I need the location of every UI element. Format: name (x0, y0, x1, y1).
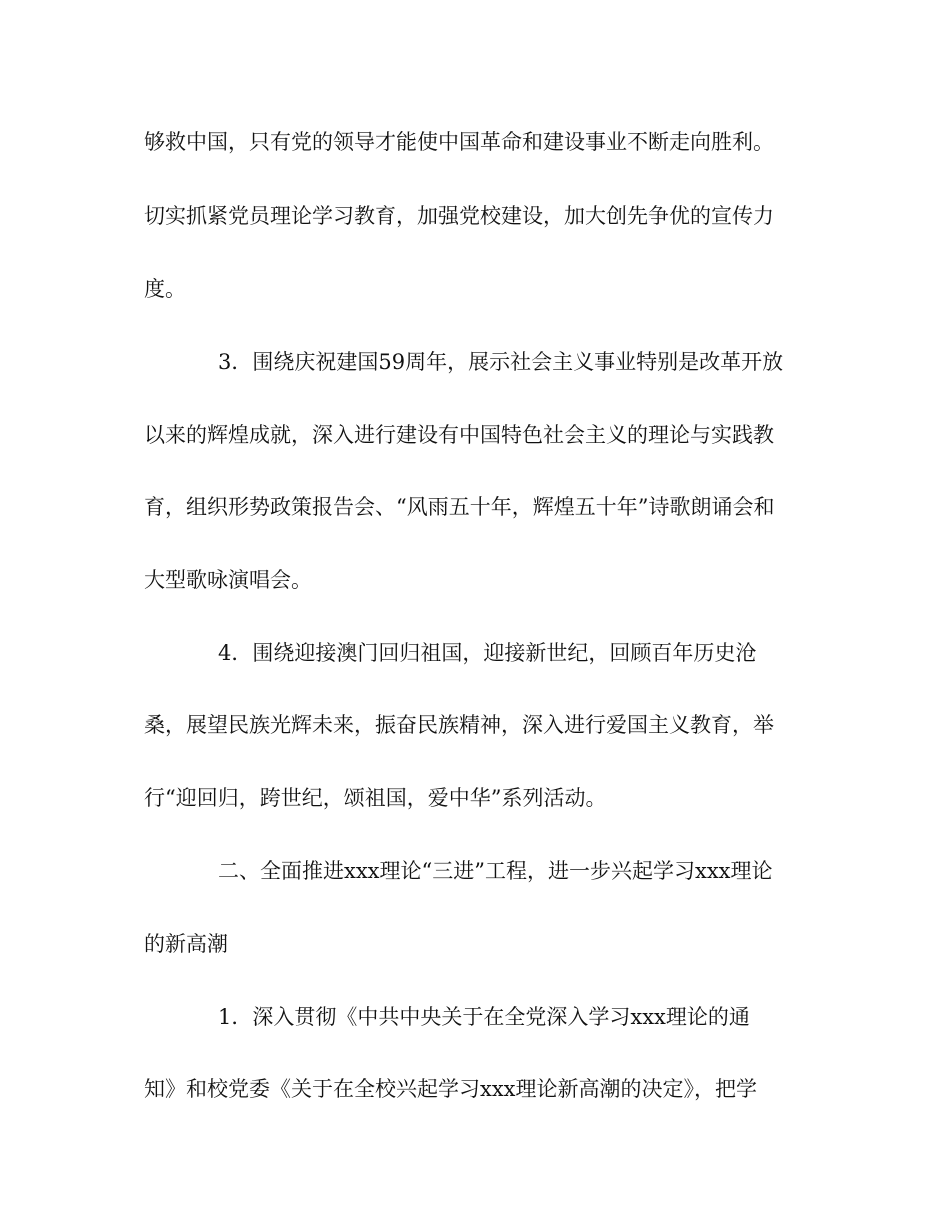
paragraph-start-line: 4．围绕迎接澳门回归祖国，迎接新世纪，回顾百年历史沧 (218, 641, 757, 665)
section-heading-line: 的新高潮 (144, 932, 228, 956)
paragraph-start-line: 3．围绕庆祝建国59周年，展示社会主义事业特别是改革开放 (218, 350, 784, 374)
paragraph-start-line: 1．深入贯彻《中共中央关于在全党深入学习xxx理论的通 (218, 1005, 750, 1029)
section-heading-line: 二、全面推进xxx理论“三进”工程，进一步兴起学习xxx理论 (218, 859, 773, 883)
text-line: 知》和校党委《关于在全校兴起学习xxx理论新高潮的决定》，把学 (144, 1077, 758, 1101)
text-line: 切实抓紧党员理论学习教育，加强党校建设，加大创先争优的宣传力 (144, 204, 774, 228)
text-line: 度。 (144, 277, 186, 301)
text-line: 行“迎回归，跨世纪，颂祖国，爱中华”系列活动。 (144, 786, 607, 810)
text-line: 大型歌咏演唱会。 (144, 568, 312, 592)
text-line: 够救中国，只有党的领导才能使中国革命和建设事业不断走向胜利。 (144, 130, 774, 154)
text-line: 桑，展望民族光辉未来，振奋民族精神，深入进行爱国主义教育，举 (144, 713, 774, 737)
text-line: 以来的辉煌成就，深入进行建设有中国特色社会主义的理论与实践教 (144, 423, 774, 447)
text-line: 育，组织形势政策报告会、“风雨五十年，辉煌五十年”诗歌朗诵会和 (144, 495, 775, 519)
